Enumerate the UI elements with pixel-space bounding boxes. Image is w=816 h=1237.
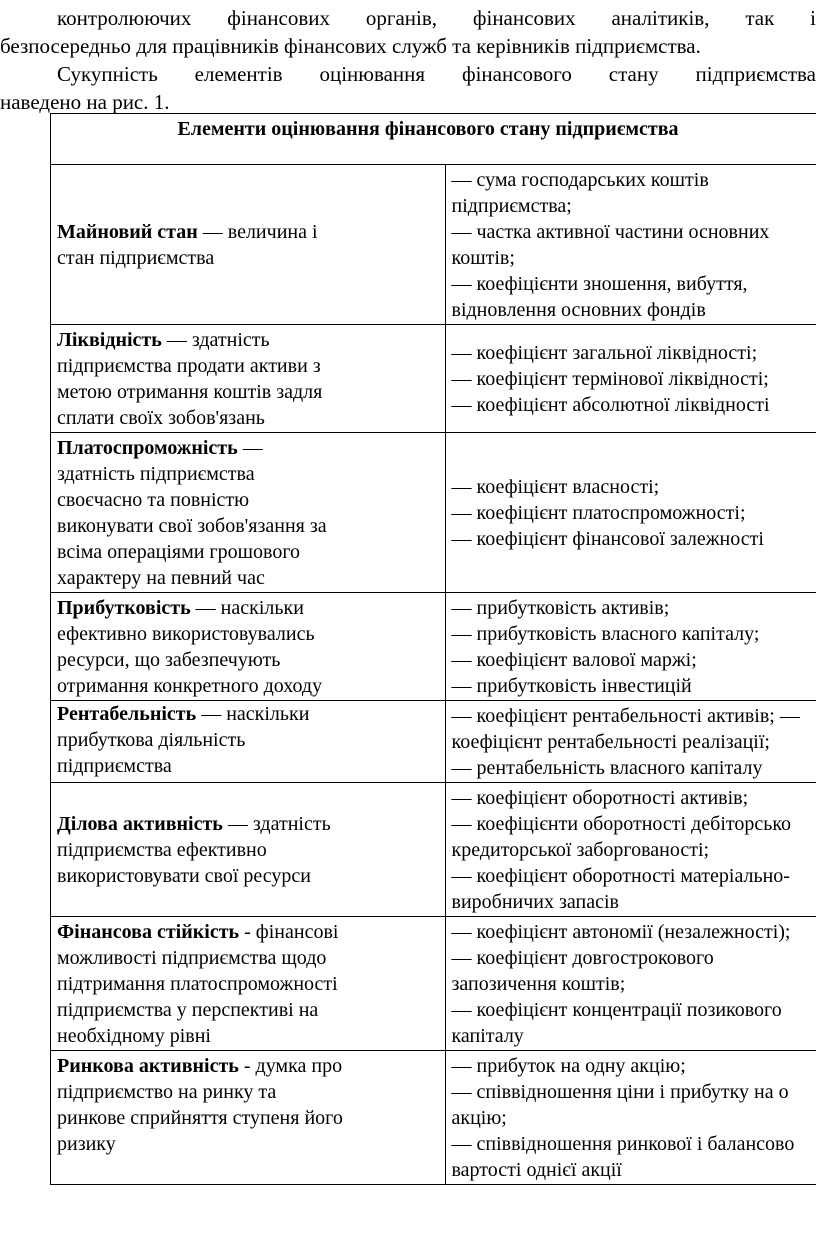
element-term: Майновий стан [57,220,198,243]
element-cell: Рентабельність — наскільки прибуткова діяльність підприємства [51,701,446,783]
element-cell: Фінансова стійкість - фінансові можливості підприємства щодо підтримання платоспроможності підприємства у перспективі на необхідному рівні [51,917,446,1051]
paragraph-figure-intro [0,60,816,116]
paragraph-line: контролюючих фінансових органів, фінансових аналітиків, так і [57,6,816,30]
element-term: Ділова активність [57,812,223,835]
table-row [51,433,816,593]
paragraph-line: безпосередньо для працівників фінансових служб та керівників підприємства. [0,34,701,58]
element-cell: Ринкова активність - думка про підприємство на ринку та ринкове сприйняття ступеня його ризику [51,1051,446,1185]
table-row [51,917,816,1051]
element-cell: Майновий стан — величина і стан підприємства [51,165,446,325]
table-row [51,783,816,917]
table-header-row [51,114,816,165]
indicators-cell: — прибуток на одну акцію; — співвідношення ціни і прибутку на о акцію; — співвідношення ринкової і балансово вартості однієї акції [445,1051,816,1185]
indicators-cell: — коефіцієнт автономії (незалежності); — коефіцієнт довгострокового запозичення коштів; — коефіцієнт концентрації позикового капіталу [445,917,816,1051]
element-cell: Прибутковість — наскільки ефективно використовувались ресурси, що забезпечують отримання конкретного доходу [51,593,446,701]
table-row [51,325,816,433]
indicators-cell: — коефіцієнт рентабельності активів; — коефіцієнт рентабельності реалізації; — рентабельність власного капіталу [445,701,816,783]
indicators-cell: — коефіцієнт власності; — коефіцієнт платоспроможності; — коефіцієнт фінансової залежності [445,433,816,593]
table-row [51,593,816,701]
element-cell: Ділова активність — здатність підприємства ефективно використовувати свої ресурси [51,783,446,917]
indicators-cell: — сума господарських коштів підприємства; — частка активної частини основних коштів; — коефіцієнти зношення, вибуття, відновлення основних фондів [445,165,816,325]
element-term: Рентабельність [57,703,197,725]
paragraph-line: Сукупність елементів оцінювання фінансового стану підприємства [57,62,816,86]
table-header: Елементи оцінювання фінансового стану підприємства [51,114,816,165]
paragraph-line: наведено на рис. 1. [0,90,170,114]
indicators-cell: — коефіцієнт загальної ліквідності; — коефіцієнт термінової ліквідності; — коефіцієнт абсолютної ліквідності [445,325,816,433]
table-row [51,1051,816,1185]
element-term: Ринкова активність [57,1055,239,1077]
table-row [51,701,816,783]
table-row [51,165,816,325]
element-term: Платоспроможність [57,436,238,459]
element-cell: Платоспроможність — здатність підприємства своєчасно та повністю виконувати свої зобов'язання за всіма операціями грошового характеру на певний час [51,433,446,593]
element-term: Прибутковість [57,596,191,619]
element-term: Фінансова стійкість [57,920,240,943]
element-cell: Ліквідність — здатність підприємства продати активи з метою отримання коштів задля сплати своїх зобов'язань [51,325,446,433]
indicators-cell: — коефіцієнт оборотності активів; — коефіцієнти оборотності дебіторсько кредиторської заборгованості; — коефіцієнт оборотності матеріально- виробничих запасів [445,783,816,917]
element-term: Ліквідність [57,328,162,351]
indicators-cell: — прибутковість активів; — прибутковість власного капіталу; — коефіцієнт валової маржі; — прибутковість інвестицій [445,593,816,701]
paragraph-continuation [0,4,816,60]
assessment-elements-table [50,113,816,1185]
